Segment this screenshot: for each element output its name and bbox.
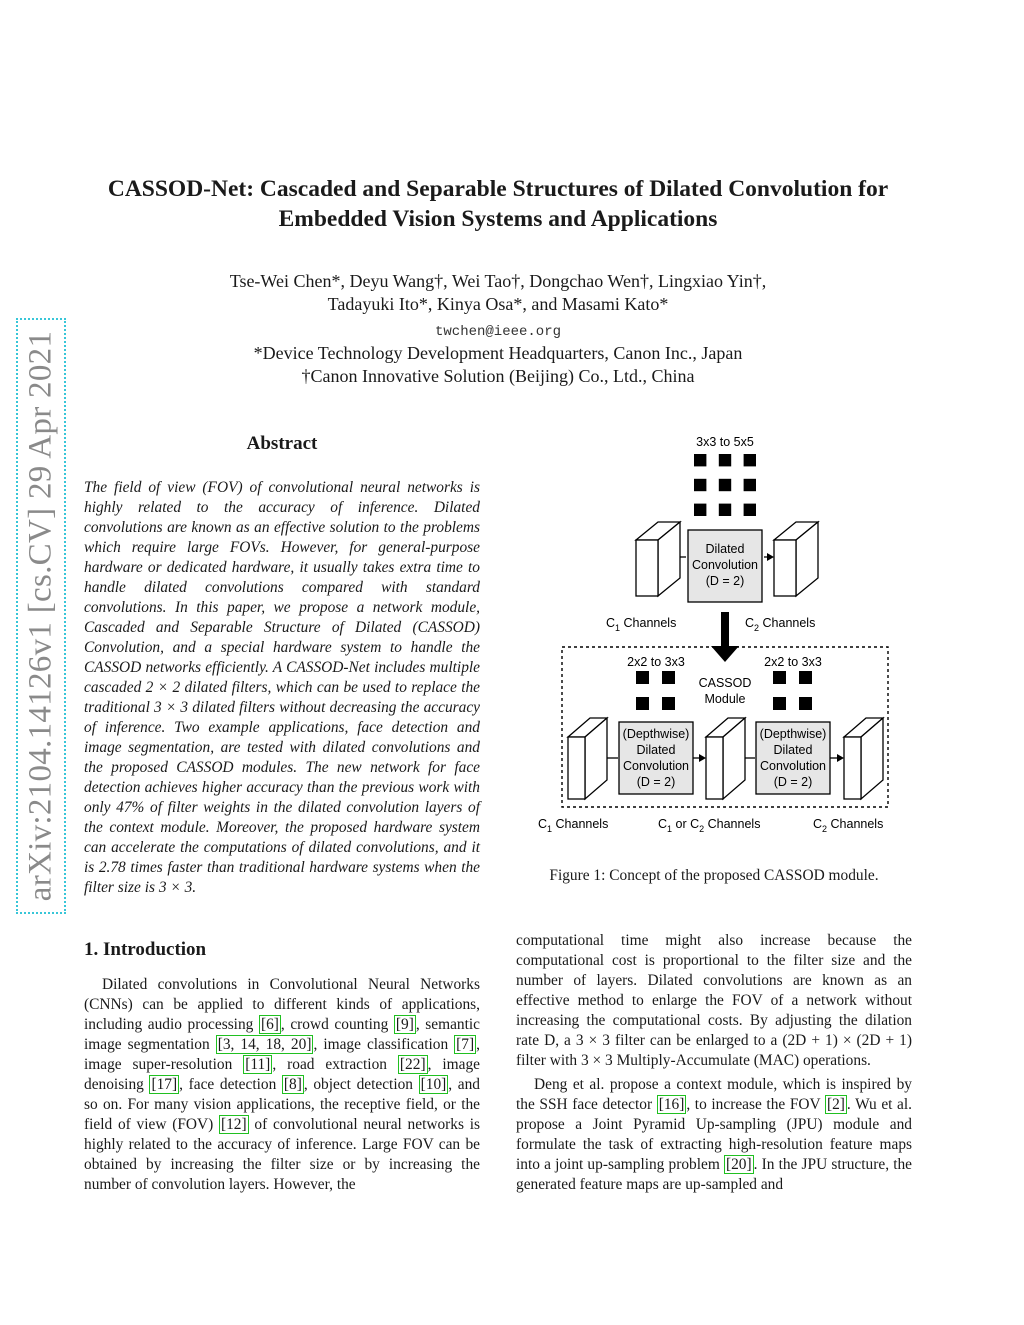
figure-cassod-diagram <box>528 430 908 840</box>
arrow-head-icon <box>767 553 774 561</box>
citation-link[interactable]: [17] <box>151 1076 178 1093</box>
intro-text: , image super-resolution <box>84 1036 480 1073</box>
intro-text: , crowd counting <box>280 1016 394 1033</box>
box-line: Convolution <box>622 759 690 773</box>
intro-text: Deng et al. propose a context module, which is inspired by the SSH face detector <box>516 1076 912 1113</box>
kernel-5x5-icon <box>694 454 756 516</box>
box-line: Dilated <box>636 743 676 757</box>
label-part: C <box>538 817 548 831</box>
module-input-feature-map-icon <box>568 718 607 799</box>
kernel-3x3-left-icon <box>636 671 675 710</box>
abstract-body: The field of view (FOV) of convolutional neural networks is highly related to the accuracy of inference. Dilated convolutions are known as an effective solution to the problems which require large FOVs. However, for general-purpose hardware or dedicated hardware, it usually takes extra time to handle dilated convolutions compared with standard convolutions. In this paper, we propose a network module, Cascaded and Separable Structure of Dilated (CASSOD) Convolution, and a special hardware system to handle the CASSOD networks efficiently. A CASSOD-Net includes multiple cascaded 2 × 2 dilated filters, which can be used to replace the traditional 3 × 3 dilated filters without decreasing the accuracy of inference. Two example applications, face detection and image segmentation, are tested with dilated convolutions and the proposed CASSOD modules. The new network for face detection achieves higher accuracy than the previous work with only 47% of filter weights in the dilated convolution layers of the context module. Moreover, the proposed hardware system can accelerate the computations of dilated convolutions, and it is 2.78 times faster than traditional hardware systems when the filter size is 3 × 3. <box>84 479 480 896</box>
intro-text: , image denoising <box>84 1056 480 1093</box>
label-part: or C <box>672 817 700 831</box>
intro-text: , semantic image segmentation <box>84 1016 480 1053</box>
label-subscript: 2 <box>699 824 705 834</box>
module-c2-channels-label <box>813 817 883 834</box>
citation-link[interactable]: [22] <box>399 1056 426 1073</box>
citation-link[interactable]: [9] <box>395 1016 414 1033</box>
citation-link[interactable]: [12] <box>220 1116 247 1133</box>
citation-link[interactable]: [3, 14, 18, 20] <box>217 1036 312 1053</box>
paper-title <box>60 174 936 234</box>
intro-text: Dilated convolutions in Convolutional Neural Networks (CNNs) can be applied to different kinds of applications, including audio processing <box>84 976 480 1033</box>
citation-link[interactable]: [10] <box>420 1076 447 1093</box>
authors-line-2: Tadayuki Ito*, Kinya Osa*, and Masami Kato* <box>327 294 669 314</box>
intro-text: , to increase the FOV <box>686 1096 825 1113</box>
box-line: (D = 2) <box>636 775 676 789</box>
intro-paragraph-3 <box>516 1075 912 1195</box>
intro-text: , object detection <box>303 1076 419 1093</box>
citation-link[interactable]: [6] <box>260 1016 279 1033</box>
label-part: Channels <box>704 817 761 831</box>
title-line-2: Embedded Vision Systems and Applications <box>278 206 718 232</box>
input-feature-map-icon <box>636 522 680 596</box>
intro-text: of convolutional neural networks is highly related to the accuracy of inference. Large FOV can be obtained by increasing the filter size or by increasing the number of convolution layers. However, the <box>84 1116 480 1193</box>
label-part: C <box>813 817 823 831</box>
label-part: Channels <box>827 817 884 831</box>
module-label-line: CASSOD <box>698 676 752 690</box>
title-line-1: CASSOD-Net: Cascaded and Separable Structures of Dilated Convolution for <box>107 176 889 202</box>
label-part: C <box>745 616 755 630</box>
intro-paragraph-1 <box>84 975 480 1195</box>
box-line: Dilated <box>773 743 813 757</box>
label-subscript: 1 <box>667 824 673 834</box>
abstract-heading: Abstract <box>246 433 318 454</box>
author-email[interactable]: twchen@ieee.org <box>434 324 562 340</box>
citation-link[interactable]: [20] <box>725 1156 752 1173</box>
citation-link[interactable]: [11] <box>245 1056 271 1073</box>
module-middle-feature-map-icon <box>706 718 745 799</box>
citation-link[interactable]: [16] <box>658 1096 685 1113</box>
label-subscript: 1 <box>615 623 621 633</box>
arxiv-identifier-text: arXiv:2104.14126v1 [cs.CV] 29 Apr 2021 <box>22 330 59 902</box>
affiliation-1: *Device Technology Development Headquarters, Canon Inc., Japan <box>253 343 743 363</box>
author-list <box>80 270 916 316</box>
intro-paragraph-2: computational time might also increase because the computational cost is proportional to the filter size and the number of layers. Dilated convolutions are known as an effective method to enlarge the FOV of a network without increasing the computational costs. By adjusting the dilation rate D, a 3 × 3 filter can be enlarged to a (2D + 1) × (2D + 1) filter with 3 × 3 Multiply-Accumulate (MAC) operations. <box>516 932 912 1069</box>
box-line: (Depthwise) <box>622 727 690 741</box>
module-c1-channels-label <box>538 817 608 834</box>
label-subscript: 2 <box>822 824 828 834</box>
intro-text: . In the JPU structure, the generated feature maps are up-sampled and <box>516 1156 912 1193</box>
arxiv-identifier-stamp[interactable] <box>16 318 66 914</box>
label-part: Channels <box>759 616 816 630</box>
intro-text: , and so on. For many vision applications, the receptive field, or the field of view (FOV) <box>84 1076 480 1133</box>
label-part: Channels <box>552 817 609 831</box>
label-part: C <box>606 616 616 630</box>
label-subscript: 1 <box>547 824 553 834</box>
section-heading-introduction: 1. Introduction <box>84 939 207 960</box>
box-line: Convolution <box>691 558 759 572</box>
label-subscript: 2 <box>754 623 760 633</box>
box-line: Convolution <box>759 759 827 773</box>
left-kernel-label: 2x2 to 3x3 <box>627 655 685 669</box>
c1-channels-label <box>606 616 676 633</box>
arrow-head-icon <box>699 754 706 762</box>
down-arrow-icon <box>711 646 739 662</box>
label-part: Channels <box>620 616 677 630</box>
affiliation-2: †Canon Innovative Solution (Beijing) Co., Ltd., China <box>301 366 695 386</box>
kernel-3x3-right-icon <box>773 671 812 710</box>
intro-text: , road extraction <box>272 1056 398 1073</box>
module-label-line: Module <box>704 692 746 706</box>
citation-link[interactable]: [2] <box>826 1096 845 1113</box>
module-output-feature-map-icon <box>844 718 883 799</box>
citation-link[interactable]: [7] <box>456 1036 475 1053</box>
output-feature-map-icon <box>774 522 818 596</box>
authors-line-1: Tse-Wei Chen*, Deyu Wang†, Wei Tao†, Dongchao Wen†, Lingxiao Yin†, <box>229 271 767 291</box>
label-part: C <box>658 817 668 831</box>
figure-caption: Figure 1: Concept of the proposed CASSOD module. <box>549 867 879 884</box>
c2-channels-label <box>745 616 815 633</box>
intro-text: , image classification <box>313 1036 455 1053</box>
citation-link[interactable]: [8] <box>283 1076 302 1093</box>
box-line: (D = 2) <box>773 775 813 789</box>
affiliations <box>80 342 916 388</box>
intro-text: . Wu et al. propose a Joint Pyramid Up-sampling (JPU) module and formulate the task of extracting high-resolution feature maps into a joint up-sampling problem <box>516 1096 913 1173</box>
right-kernel-label: 2x2 to 3x3 <box>764 655 822 669</box>
module-c1-or-c2-channels-label <box>658 817 760 834</box>
top-kernel-label: 3x3 to 5x5 <box>696 435 754 449</box>
intro-text: , face detection <box>179 1076 282 1093</box>
box-line: (D = 2) <box>705 574 745 588</box>
arrow-head-icon <box>837 754 844 762</box>
box-line: (Depthwise) <box>759 727 827 741</box>
box-line: Dilated <box>705 542 745 556</box>
down-arrow-shaft <box>721 612 729 648</box>
